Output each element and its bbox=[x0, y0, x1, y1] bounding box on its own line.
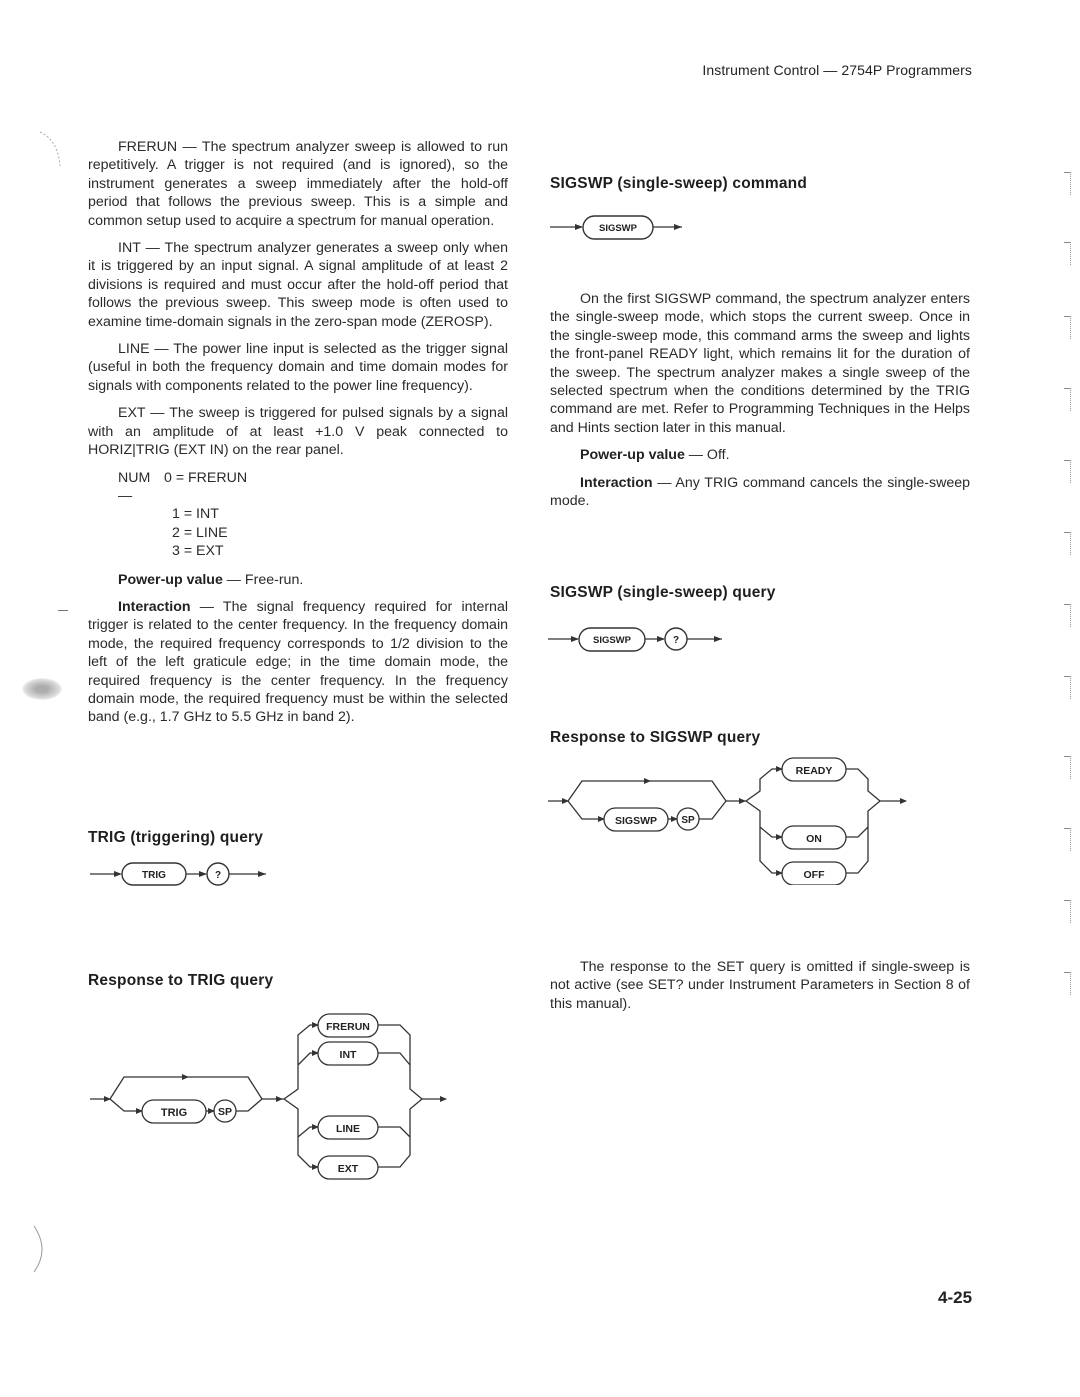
term-ext: EXT bbox=[118, 405, 146, 422]
running-header: Instrument Control — 2754P Programmers bbox=[702, 62, 972, 78]
arrow-icon bbox=[258, 871, 266, 877]
num-list-item bbox=[118, 505, 508, 523]
num-prefix: NUM— bbox=[118, 469, 151, 504]
symbol-question: ? bbox=[672, 635, 680, 646]
interaction-paragraph bbox=[550, 474, 970, 511]
trig-query-syntax-diagram bbox=[88, 858, 288, 888]
interaction-text: — The signal frequency required for internal trigger is related to the center frequency. In the frequency domain mode, the required frequency corresponds to 1/2 division to the left of the left graticule edge; in the time domain mode, the required frequency is the center frequency. In the frequency domain mode, the required frequency must be within the selected band (e.g., 1.7 GHz to 5.5 GHz in band 2). bbox=[88, 598, 508, 726]
keyword-trig: TRIG bbox=[142, 870, 166, 881]
binding-mark bbox=[1064, 676, 1071, 699]
binding-mark bbox=[1064, 316, 1071, 339]
merge-path bbox=[378, 1099, 422, 1167]
heading-sigswp-response: Response to SIGSWP query bbox=[550, 729, 761, 746]
set-query-note: The response to the SET query is omitted if single-sweep is not active (see SET? under Instrument Parameters in Section 8 of this manual). bbox=[550, 959, 970, 1012]
binding-mark bbox=[1064, 532, 1071, 555]
paragraph-ext bbox=[88, 404, 508, 459]
branch-path bbox=[746, 769, 782, 801]
binding-mark bbox=[1064, 460, 1071, 483]
sigswp-query-syntax-diagram bbox=[546, 624, 736, 654]
term-frerun: FRERUN bbox=[118, 139, 178, 155]
heading-trig-query: TRIG (triggering) query bbox=[88, 829, 264, 846]
paragraph-int bbox=[88, 239, 508, 331]
binding-mark bbox=[1064, 172, 1071, 195]
paragraph-frerun bbox=[88, 138, 508, 230]
scan-arc-mark bbox=[20, 1220, 60, 1280]
margin-tick bbox=[58, 610, 68, 611]
heading-sigswp-query: SIGSWP (single-sweep) query bbox=[550, 584, 776, 601]
binding-mark bbox=[1064, 242, 1071, 265]
arrow-icon bbox=[199, 871, 207, 877]
binding-mark bbox=[1064, 604, 1071, 627]
term-int: INT bbox=[118, 240, 141, 257]
arrow-icon bbox=[114, 871, 122, 877]
scan-arc-mark bbox=[0, 120, 70, 180]
power-up-label: Power-up value bbox=[580, 447, 685, 464]
merge-path bbox=[378, 1053, 410, 1065]
num-value: FRERUN bbox=[188, 469, 248, 486]
paragraph-text: — The sweep is triggered for pulsed signals by a signal with an amplitude of at least +1.0 V peak connected to HORIZ|TRIG (EXT IN) on the rear panel. bbox=[88, 405, 508, 459]
merge-path bbox=[846, 827, 868, 837]
num-list bbox=[118, 469, 508, 561]
keyword-sigswp: SIGSWP bbox=[592, 635, 632, 646]
term-line: LINE bbox=[118, 341, 150, 358]
merge-path bbox=[378, 1127, 410, 1137]
binding-mark bbox=[1064, 972, 1071, 995]
keyword-trig: TRIG bbox=[160, 1107, 188, 1119]
merge-path bbox=[846, 769, 880, 801]
trig-response-syntax-diagram bbox=[88, 1005, 458, 1185]
binding-mark bbox=[1064, 388, 1071, 411]
left-column bbox=[88, 138, 508, 736]
paragraph-line bbox=[88, 340, 508, 395]
power-up-value bbox=[550, 446, 970, 464]
arrow-icon bbox=[657, 636, 665, 642]
paragraph-text: — The spectrum analyzer sweep is allowed to run repetitively. A trigger is not required (and is ignored), so the instrument generates a sweep immediately after the hold-off period that follows the previous sweep. This is a simple and common setup used to acquire a spectrum for manual operation. bbox=[88, 139, 508, 229]
arrow-icon bbox=[276, 1096, 283, 1102]
arrow-icon bbox=[182, 1074, 189, 1080]
heading-sigswp-command: SIGSWP (single-sweep) command bbox=[550, 175, 808, 192]
power-up-text: — Free-run. bbox=[222, 571, 304, 588]
flow-line bbox=[236, 1099, 262, 1111]
power-up-label: Power-up value bbox=[118, 571, 223, 588]
page-number: 4-25 bbox=[938, 1288, 973, 1307]
branch-path bbox=[298, 1053, 318, 1065]
merge-path bbox=[378, 1025, 422, 1099]
num-value: LINE bbox=[196, 524, 228, 541]
arrow-icon bbox=[575, 224, 583, 230]
binding-mark bbox=[1064, 756, 1071, 779]
num-code: 3 = bbox=[172, 543, 193, 560]
set-query-note-block bbox=[550, 958, 970, 1022]
power-up-value bbox=[88, 571, 508, 589]
paragraph-text: — The power line input is selected as the trigger signal (useful in both the frequency domain and time domain modes for signals with components related to the power line frequency). bbox=[88, 341, 508, 394]
num-code: 0 = bbox=[164, 469, 185, 486]
option-ext: EXT bbox=[337, 1163, 359, 1175]
binding-mark bbox=[1064, 828, 1071, 851]
sigswp-response-syntax-diagram bbox=[546, 755, 916, 885]
num-list-item bbox=[118, 469, 508, 506]
heading-trig-response: Response to TRIG query bbox=[88, 972, 274, 989]
interaction-label: Interaction bbox=[118, 598, 191, 615]
option-frerun: FRERUN bbox=[326, 1021, 370, 1033]
separator-sp: SP bbox=[217, 1106, 233, 1118]
arrow-icon bbox=[562, 798, 569, 804]
binding-mark bbox=[1064, 900, 1071, 923]
scan-smudge bbox=[22, 678, 62, 700]
bypass-path bbox=[110, 1077, 262, 1099]
num-code: 1 = bbox=[172, 506, 193, 523]
num-value: INT bbox=[196, 506, 219, 523]
scan-arc bbox=[34, 1226, 42, 1272]
arrow-icon bbox=[739, 798, 746, 804]
sigswp-description: On the first SIGSWP command, the spectrum analyzer enters the single-sweep mode, which stops the current sweep. Once in the single-sweep mode, this command arms the sweep and lights the front-panel READY light, which remains lit for the duration of the sweep. The spectrum analyzer makes a single sweep of the selected spectrum when the conditions determined by the TRIG command are met. Refer to Programming Techniques in the Helps and Hints section later in this manual. bbox=[550, 291, 970, 436]
num-value: EXT bbox=[196, 543, 224, 560]
arrow-icon bbox=[674, 224, 682, 230]
interaction-text: — Any TRIG command cancels the single-sweep mode. bbox=[550, 474, 970, 510]
branch-path bbox=[284, 1099, 318, 1167]
bypass-path bbox=[568, 781, 726, 801]
arrow-icon bbox=[644, 778, 651, 784]
arrow-icon bbox=[440, 1096, 447, 1102]
option-ready: READY bbox=[795, 765, 833, 777]
right-column-text bbox=[550, 290, 970, 519]
arrow-icon bbox=[714, 636, 722, 642]
separator-sp: SP bbox=[681, 815, 695, 826]
power-up-text: — Off. bbox=[684, 447, 730, 464]
scan-arc bbox=[40, 132, 60, 166]
keyword-sigswp: SIGSWP bbox=[614, 815, 658, 827]
option-off: OFF bbox=[803, 869, 825, 881]
interaction-paragraph bbox=[88, 598, 508, 727]
option-line: LINE bbox=[336, 1123, 360, 1135]
flow-line bbox=[699, 801, 726, 819]
arrow-icon bbox=[571, 636, 579, 642]
symbol-question: ? bbox=[214, 870, 222, 881]
interaction-label: Interaction bbox=[580, 474, 653, 491]
keyword-sigswp: SIGSWP bbox=[598, 223, 638, 234]
num-code: 2 = bbox=[172, 524, 193, 541]
num-list-item bbox=[118, 524, 508, 542]
option-int: INT bbox=[339, 1049, 357, 1061]
arrow-icon bbox=[900, 798, 907, 804]
sigswp-command-syntax-diagram bbox=[548, 212, 698, 242]
paragraph-text: — The spectrum analyzer generates a sweep only when it is triggered by an input signal. A signal amplitude of at least 2 divisions is required and must occur after the hold-off period that follows the previous sweep. This sweep mode is often used to examine time-domain signals in the zero-span mode (ZEROSP). bbox=[88, 240, 508, 330]
num-list-item bbox=[118, 542, 508, 560]
option-on: ON bbox=[806, 833, 822, 845]
arrow-icon bbox=[104, 1096, 111, 1102]
